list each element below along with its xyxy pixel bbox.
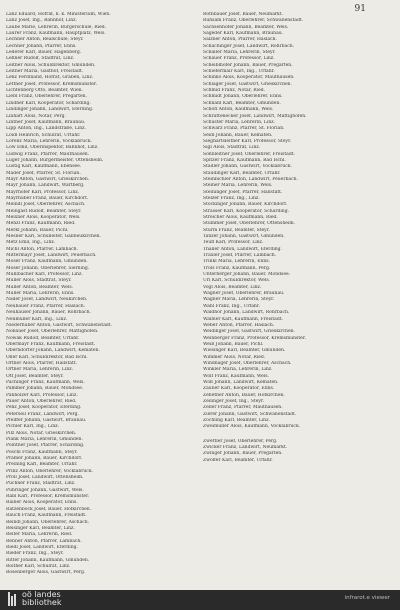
right-column-entry: Schuster Maria, Lehrerin, Linz. xyxy=(203,119,276,125)
left-column-entry: Pichler Karl, Ing., Linz. xyxy=(6,424,60,430)
left-column-entry: Lanz Eduard, Hofrat, k. k. Ministerium, Wien. xyxy=(6,12,111,17)
right-column-entry: Windhager Josef, Oberlehrer, Aschach. xyxy=(203,360,292,366)
left-column-entry: Leitner Alois, Schuldirektor, Gmunden. xyxy=(6,62,96,68)
right-column-tail-entry: Zwölfer Karl, Beamter, Urfahr. xyxy=(203,457,273,463)
right-column-entry: Stadler Johann, Gastwirt, Vöcklabruck. xyxy=(203,164,292,170)
right-column-entry: Stelzer Franz, Ing., Linz. xyxy=(203,195,260,201)
left-column-entry: Peterseil Franz, Landwirt, Perg. xyxy=(6,411,79,417)
right-column-entry: Schnabl Karl, Beamter, Gmunden. xyxy=(203,100,281,106)
left-column-entry: Lintner Josef, Kaufmann, Braunau. xyxy=(6,119,86,125)
logo-line-1: oö landes xyxy=(22,590,61,599)
right-column-entry: Tanzer Johann, Gastwirt, Gmunden. xyxy=(203,234,285,240)
left-column-entry: Neubauer Franz, Pfarrer, Haslach. xyxy=(6,303,86,309)
right-column-entry: Schöfl Anton, Kaufmann, Wels. xyxy=(203,107,274,113)
left-column-entry: Renner Anton, Pfarrer, Lambach. xyxy=(6,538,82,544)
viewer-footer xyxy=(0,590,400,610)
left-column-entry: Pramer Johann, Bauer, Kirchdorf. xyxy=(6,456,83,462)
viewer-credit: infrarot.e viewer xyxy=(344,595,390,601)
right-column-entry: Zehetner Anton, Bauer, Hofkirchen. xyxy=(203,392,285,398)
left-column-entry: Pauer Anton, Oberlehrer, Ried. xyxy=(6,398,77,404)
right-column-entry: Sturm Franz, Beamter, Steyr. xyxy=(203,227,270,233)
left-column-entry: Moser Franz, Kaufmann, Gmunden. xyxy=(6,259,88,265)
right-column-entry: Wöß Johann, Landwirt, Kematen. xyxy=(203,379,279,385)
left-column-entry: Lindinger Johann, Landwirt, Eferding. xyxy=(6,107,94,113)
left-column-entry: Menzl Franz, Kaufmann, Ried. xyxy=(6,221,76,227)
right-column-entry: Steiner Maria, Lehrerin, Wels. xyxy=(203,183,273,189)
left-column-entry: Nöbauer Josef, Oberlehrer, Mattighofen. xyxy=(6,329,99,335)
right-column-entry: Winkler Maria, Lehrerin, Linz. xyxy=(203,367,273,373)
left-column-entry: Mittermayr Josef, Landwirt, Peuerbach. xyxy=(6,253,97,259)
right-column-entry: Traxler Josef, Pfarrer, Lambach. xyxy=(203,253,277,259)
left-column-entry: Oberndorfer Johann, Landwirt, Kematen. xyxy=(6,348,100,354)
left-column-entry: Metz Emil, Ing., Linz. xyxy=(6,240,56,246)
right-column-entry: Schlager Josef, Gastwirt, Grieskirchen. xyxy=(203,81,292,87)
right-column-entry: Scheiblhofer Johann, Bauer, Pregarten. xyxy=(203,62,293,68)
left-column-entry: Obermayr Franz, Kaufmann, Freistadt. xyxy=(6,341,96,347)
left-column-entry: Laube Marie, Lehrerin, Bürgerschule, Ried. xyxy=(6,24,107,30)
left-column-entry: Lindner Karl, Kooperator, Schärding. xyxy=(6,100,91,106)
right-column-entry: Unterberger Johann, Bauer, Mondsee. xyxy=(203,272,291,278)
right-column-entry: Stockinger Johann, Bauer, Kirchdorf. xyxy=(203,202,288,208)
left-column-entry: Plank Maria, Lehrerin, Gmunden. xyxy=(6,437,83,443)
right-column-entry: Salzner Anton, Pfarrer, Haslach. xyxy=(203,37,277,43)
right-column-entry: Teufl Karl, Professor, Linz. xyxy=(203,240,264,246)
right-column-entry: Zierer Johann, Gastwirt, Schwanenstadt. xyxy=(203,411,297,417)
left-column-entry: Lipp Anton, Ing., Landstraße, Linz. xyxy=(6,126,86,132)
left-column-entry: Laurer Franz, Kaufmann, Hauptplatz, Wels. xyxy=(6,31,106,37)
right-column-entry: Tröls Franz, Kaufmann, Perg. xyxy=(203,265,271,271)
right-column-entry: Staudinger Karl, Beamter, Urfahr. xyxy=(203,170,281,176)
left-column-entry: Lichtenberg Otto, Beamter, Wien. xyxy=(6,88,83,94)
library-logo-icon xyxy=(8,592,18,606)
left-column-entry: Rauch Franz, Kaufmann, Freistadt. xyxy=(6,513,87,519)
left-column-entry: Lechner Anton, Realschule, Steyr. xyxy=(6,37,84,43)
right-column-entry: Schmid Franz, Notar, Ried. xyxy=(203,88,266,94)
left-column-entry: Leitner Maria, Gasthof, Freistadt. xyxy=(6,69,84,75)
right-column-entry: Wiesinger Karl, Beamter, Gmunden. xyxy=(203,348,286,354)
left-column-entry: Müller Alois, Stadtrat, Steyr. xyxy=(6,278,72,284)
left-column-entry: Loidl Heinrich, Schulrat, Urfahr. xyxy=(6,132,81,138)
right-column xyxy=(203,12,389,464)
library-logo[interactable] xyxy=(8,591,61,607)
left-column-entry: Öller Karl, Schuldirektor, Bad Ischl. xyxy=(6,354,88,360)
right-column-entry: Spitzer Franz, Kaufmann, Bad Ischl. xyxy=(203,157,286,163)
left-column-entry: Pfeiffer Johann, Gastwirt, Braunau. xyxy=(6,418,87,423)
right-column-entry: Wagner Josef, Oberlehrer, Braunau. xyxy=(203,291,285,297)
left-column-entry: Penz Josef, Kooperator, Eferding. xyxy=(6,405,82,411)
right-column-entry: Thaller Anton, Landwirt, Eferding. xyxy=(203,246,282,252)
right-column-entry: Waldhör Johann, Landwirt, Rohrbach. xyxy=(203,310,290,316)
left-column-entry: Rabl Karl, Professor, Kremsmünster. xyxy=(6,494,90,500)
left-column-entry: Lenz Ferdinand, Hofrat, Graben, Linz. xyxy=(6,75,94,81)
right-column-entry: Wagner Maria, Lehrerin, Steyr. xyxy=(203,297,275,303)
right-column-entry: Wimmer Alois, Notar, Ried. xyxy=(203,354,266,360)
right-column-tail-entry: Zwicker Franz, Landwirt, Neumarkt. xyxy=(203,445,288,451)
right-column-entry: Sigl Alois, Stadtrat, Linz. xyxy=(203,145,261,151)
right-column-entry: Schmidt Johann, Oberlehrer, Enns. xyxy=(203,94,283,100)
left-column-entry: Mühlbacher Karl, Professor, Linz. xyxy=(6,272,83,278)
right-column-entry: Schwarz Franz, Pfarrer, St. Florian. xyxy=(203,126,285,132)
left-column-entry: Michl Anton, Pfarrer, Lambach. xyxy=(6,246,78,252)
left-column-entry: Nader Josef, Landwirt, Neukirchen. xyxy=(6,297,88,303)
left-column-entry: Reiter Maria, Lehrerin, Ried. xyxy=(6,532,73,538)
left-column-entry: Pröll Josef, Landwirt, Ottensheim. xyxy=(6,475,84,481)
left-column-entry: Pühringer Johann, Gastwirt, Wels. xyxy=(6,487,84,493)
right-column-entry: Schiefermair Karl, Ing., Urfahr. xyxy=(203,69,275,75)
right-column-entry: Sonnleitner Josef, Oberlehrer, Freistadt. xyxy=(203,151,295,157)
left-column-entry: Reisinger Karl, Beamter, Linz. xyxy=(6,525,75,531)
left-column-entry: Lehner Rudolf, Stadtrat, Linz. xyxy=(6,56,75,62)
left-column-entry: Panholzer Karl, Professor, Linz. xyxy=(6,392,78,398)
right-column-entry: Stummer Josef, Oberlehrer, Ottensheim. xyxy=(203,221,296,227)
right-column-tail-entry: Zwettler Josef, Oberlehrer, Perg. xyxy=(203,438,278,444)
right-column-entry: Weidinger Josef, Gastwirt, Grieskirchen. xyxy=(203,329,295,335)
left-column-entry: Meixner Alois, Kooperator, Wels. xyxy=(6,215,81,220)
left-column-entry: Meindl Josef, Oberlehrer, Aschach. xyxy=(6,202,86,208)
right-column-entry: Streicher Alois, Kaufmann, Ried. xyxy=(203,215,278,220)
right-column-entry: Strasser Karl, Kooperator, Schärding. xyxy=(203,208,290,214)
left-column-entry: Reindl Johann, Oberlehrer, Aschach. xyxy=(6,519,90,525)
left-column-entry: Lustig Karl, Kaufmann, Ebensee. xyxy=(6,164,82,170)
right-column-entry: Zeller Franz, Pfarrer, Mauthausen. xyxy=(203,405,283,411)
right-column-tail-entry: Zwinger Johann, Bauer, Pregarten. xyxy=(203,451,283,457)
right-column-entry: Wallner Karl, Kaufmann, Freistadt. xyxy=(203,316,283,322)
right-column-entry: Sachsenhofer Johann, Beamter, Wels. xyxy=(203,24,289,30)
right-column-entry: Wolf Franz, Kaufmann, Wels. xyxy=(203,373,269,379)
right-column-entry: Vogl Alois, Beamter, Linz. xyxy=(203,284,262,290)
left-column-entry: Roither Karl, Schulrat, Linz. xyxy=(6,563,71,569)
left-column-entry: Lederer Karl, Bauer, Hagenberg. xyxy=(6,50,82,56)
left-column-entry: Ritter Johann, Kaufmann, Gmunden. xyxy=(6,557,90,563)
left-column-entry: Meingast Rudolf, Beamter, Steyr. xyxy=(6,208,82,214)
right-column-entry: Url Karl, Schuldirektor, Wels. xyxy=(203,278,271,284)
left-column-entry: Mayr Johann, Landwirt, Wartberg. xyxy=(6,183,85,189)
right-column-entry: Zöchling Karl, Beamter, Linz. xyxy=(203,418,270,423)
left-column-entry: Mesner Karl, Schulleiter, Gallneukirchen. xyxy=(6,234,101,240)
left-column-entry: Neumüller Karl, Ing., Linz. xyxy=(6,316,68,322)
left-column-entry: Mayrhofer Karl, Professor, Linz. xyxy=(6,189,80,195)
right-column-entry: Schaller Maria, Lehrerin, Steyr. xyxy=(203,50,276,56)
left-column-entry: Ortner Alois, Pfarrer, Hallstatt. xyxy=(6,360,77,366)
right-column-entry: Zauner Karl, Kooperator, Enns. xyxy=(203,386,275,392)
left-column-entry: Riedl Josef, Landwirt, Eferding. xyxy=(6,544,78,550)
left-column xyxy=(6,12,192,577)
left-column-entry: Löw Emil, Oberinspektor, Bahnhof, Linz. xyxy=(6,145,99,151)
left-column-entry: Puchner Franz, Stadtrat, Linz. xyxy=(6,481,76,487)
left-column-entry: Ott Josef, Beamter, Steyr. xyxy=(6,373,64,379)
right-column-entry: Steinbichler Anton, Landwirt, Peuerbach. xyxy=(203,176,298,182)
left-column-entry: Pöschl Franz, Kaufmann, Steyr. xyxy=(6,449,78,455)
column-gap xyxy=(203,431,389,439)
library-logo-text xyxy=(22,591,61,607)
left-column-entry: Moser Johann, Oberlehrer, Sierning. xyxy=(6,265,90,271)
left-column-entry: Luger Johann, Bürgermeister, Ottensheim. xyxy=(6,157,104,163)
right-column-entry: Sageder Karl, Kaufmann, Braunau. xyxy=(203,31,284,37)
left-column-entry: Rainer Alois, Kooperator, Enns. xyxy=(6,500,78,506)
left-column-entry: Pachinger Franz, Kaufmann, Wels. xyxy=(6,379,85,385)
left-column-entry: Pointner Josef, Pfarrer, Schärding. xyxy=(6,443,85,449)
left-column-entry: Müller Anton, Beamter, Wels. xyxy=(6,284,74,290)
right-column-entry: Schinko Alois, Kooperator, Mauthausen. xyxy=(203,75,295,81)
left-column-entry: Pilz Alois, Notar, Grieskirchen. xyxy=(6,430,77,436)
left-column-entry: Lorenz Maria, Lehrerin, Vöcklabruck. xyxy=(6,138,92,144)
page-number: 91 xyxy=(354,4,366,14)
right-column-entry: Sieghartsleitner Karl, Professor, Steyr. xyxy=(203,138,292,144)
right-column-entry: Wahl Franz, Ing., Urfahr. xyxy=(203,303,260,309)
left-column-entry: Rieder Franz, Ing., Steyr. xyxy=(6,551,64,557)
right-column-entry: Zweimüller Alois, Kaufmann, Vöcklabruck. xyxy=(203,424,301,430)
left-column-entry: Lanz Josef, Ing., Bahnhof, Linz. xyxy=(6,18,77,24)
left-column-entry: Ludwig Franz, Pfarrer, Mauthausen. xyxy=(6,151,90,157)
left-column-entry: Mayr Anton, Gastwirt, Grieskirchen. xyxy=(6,176,90,182)
left-column-entry: Mayrhuber Franz, Bauer, Kirchdorf. xyxy=(6,195,89,201)
left-column-entry: Linhart Alois, Notar, Perg. xyxy=(6,113,66,119)
left-column-entry: Liebl Franz, Oberlehrer, Pregarten. xyxy=(6,94,87,100)
left-column-entry: Müller Maria, Lehrerin, Enns. xyxy=(6,291,75,297)
right-column-entry: Weinberger Franz, Professor, Kremsmünster. xyxy=(203,335,306,341)
right-column-entry: Trinkl Maria, Lehrerin, Enns. xyxy=(203,259,271,265)
right-column-entry: Steininger Josef, Pfarrer, Hallstatt. xyxy=(203,189,283,195)
left-column-entry: Lechner Johann, Pfarrer, Enns. xyxy=(6,43,77,49)
right-column-entry: Weiß Johann, Bauer, Pichl. xyxy=(203,341,264,347)
left-column-entry: Preining Karl, Beamter, Urfahr. xyxy=(6,462,78,468)
left-column-entry: Ratzenböck Josef, Bauer, Hofkirchen. xyxy=(6,506,92,512)
left-column-entry: Merkl Johann, Bauer, Pichl. xyxy=(6,227,69,233)
left-column-entry: Niederhuber Anton, Gastwirt, Schwanenstadt. xyxy=(6,322,113,328)
right-column-entry: Ruhsam Franz, Oberlehrer, Schwanenstadt. xyxy=(203,18,304,24)
left-column-entry: Neuhauser Johann, Bauer, Rohrbach. xyxy=(6,310,91,316)
left-column-entry: Prinz Anton, Oberlehrer, Vöcklabruck. xyxy=(6,468,93,474)
right-column-entry: Schachinger Josef, Landwirt, Rohrbach. xyxy=(203,43,295,49)
right-column-entry: Seidl Johann, Bauer, Kematen. xyxy=(203,132,273,138)
left-column-entry: Rosenberger Alois, Gastwirt, Perg. xyxy=(6,570,86,576)
right-column-entry: Zeilinger Josef, Ing., Steyr. xyxy=(203,398,265,404)
right-column-entry: Weber Anton, Pfarrer, Haslach. xyxy=(203,322,275,328)
right-column-entry: Schauer Franz, Professor, Linz. xyxy=(203,56,275,62)
left-column-entry: Ortner Maria, Lehrerin, Linz. xyxy=(6,367,74,373)
right-column-entry: Schrattenecker Josef, Landwirt, Mattighofen. xyxy=(203,113,307,119)
left-column-entry: Nowak Rudolf, Beamter, Urfahr. xyxy=(6,335,80,341)
left-column-entry: Mader Josef, Pfarrer, St. Florian. xyxy=(6,170,81,176)
left-column-entry: Lettner Josef, Professor, Kremsmünster. xyxy=(6,81,98,87)
logo-line-2: bibliothek xyxy=(22,598,62,607)
right-column-entry: Rothbauer Josef, Bauer, Neumarkt. xyxy=(203,12,283,17)
left-column-entry: Pammer Johann, Bauer, Mondsee. xyxy=(6,386,84,392)
